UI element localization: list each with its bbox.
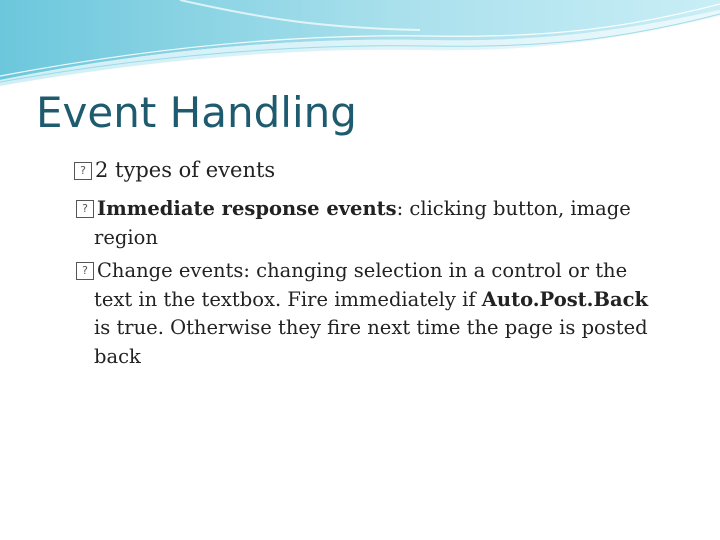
change-events-line4: back: [94, 344, 141, 368]
bullet-text: 2 types of events: [95, 158, 276, 182]
change-events-line3: is true. Otherwise they fire next time the page is posted: [94, 316, 648, 339]
bullet-types-of-events: [74, 158, 275, 182]
sub-bullet-change-events: [76, 257, 676, 371]
sub-bullet-immediate-response: [76, 195, 676, 252]
immediate-response-desc: : clicking button, image: [396, 197, 631, 220]
immediate-response-desc-line2: region: [94, 225, 158, 249]
header-wave-decoration: [0, 0, 720, 90]
missing-glyph-bullet-icon: [74, 162, 92, 180]
slide-title: Event Handling: [36, 88, 357, 137]
immediate-response-term: Immediate response events: [97, 197, 397, 220]
missing-glyph-bullet-icon: [76, 200, 94, 218]
autopostback-term: Auto.Post.Back: [481, 287, 648, 311]
change-events-line2: text in the textbox. Fire immediately if: [94, 287, 482, 311]
change-events-line1: Change events: changing selection in a control or the: [97, 259, 628, 282]
missing-glyph-bullet-icon: [76, 262, 94, 280]
